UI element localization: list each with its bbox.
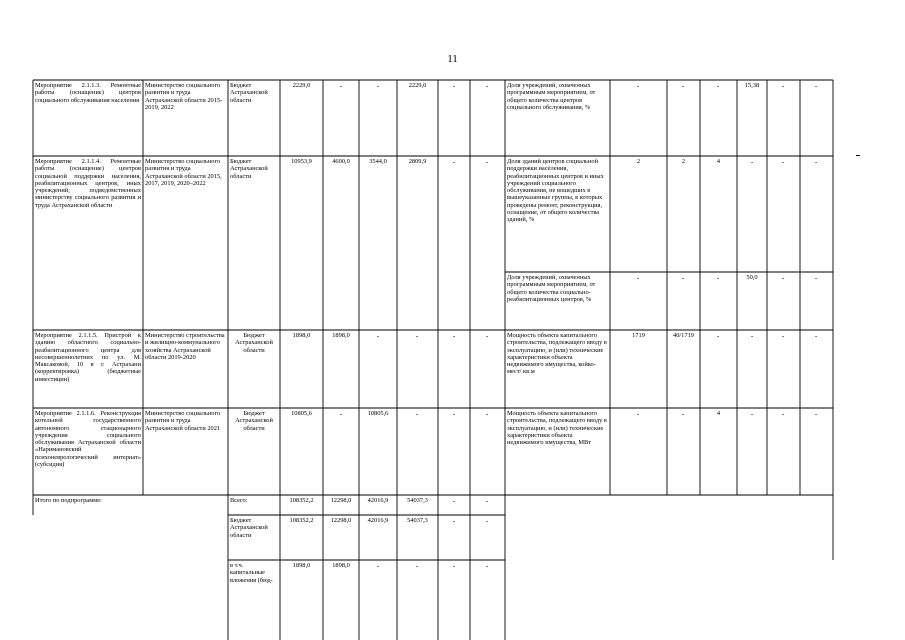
dash: -	[681, 82, 685, 90]
year-value-cell: 1898,0	[332, 332, 350, 339]
dash: -	[415, 332, 419, 340]
total-cell: 2229,0	[292, 82, 311, 89]
indicator-value-cell: 2	[681, 158, 686, 165]
indicator-value-cell: 50,0	[746, 274, 758, 281]
dash: -	[814, 82, 818, 90]
year-value-cell: 42016,9	[367, 517, 389, 524]
year-value-cell: 3544,0	[369, 158, 387, 165]
source-cell: Бюджет Астраханской области	[230, 82, 268, 104]
indicator-cell: Доля зданий центров социальной поддержки населения, реабилитационных центров и иных учреждений социального обслуживания, не вошедших в вышеуказанные группы, в которых проведены ремонт, реконструкция, оснащение, от общего количества зданий, %	[507, 158, 604, 224]
total-cell: 108352,2	[289, 517, 314, 524]
dash: -	[485, 158, 489, 166]
year-value-cell: 1898,0	[332, 562, 350, 569]
dash: -	[415, 410, 419, 418]
source-cell: Бюджет Астраханской области	[230, 158, 268, 180]
dash: -	[716, 82, 720, 90]
year-value-cell: 2809,9	[408, 158, 427, 165]
year-value-cell: 54037,3	[407, 497, 428, 504]
dash: -	[485, 517, 489, 525]
dash: -	[781, 274, 785, 282]
dash: -	[415, 562, 419, 570]
year-value-cell: 4600,0	[332, 158, 350, 165]
indicator-cell: Мощность объекта капитального строительства, подлежащего вводу в эксплуатацию, и (или) технические характеристики объекта недвижимого имущества, МВт	[507, 410, 607, 447]
indicator-cell: Мощность объекта капитального строительства, подлежащего вводу в эксплуатацию, и (или) технические характеристики объекта недвижимого имущества, койко-мест/ кв.м	[507, 332, 607, 376]
dash: -	[681, 410, 685, 418]
dash: -	[750, 332, 754, 340]
dash: -	[750, 410, 754, 418]
event-cell: Мероприятие 2.1.1.4. Ремонтные работы (оснащение) центров социальной поддержки населения, реабилитационных центров, иных учреждений, подведомственных министерству социального развития и труда Астраханской области	[35, 158, 141, 209]
year-value-cell: 10805,6	[367, 410, 389, 417]
source-cell: Бюджет Астраханской области	[235, 332, 273, 354]
year-value-cell: 42016,9	[367, 497, 389, 504]
indicator-cell: Доля учреждений, охваченных программным мероприятием, от общего количества социально-реабилитационных центров, %	[507, 274, 596, 303]
dash: -	[716, 332, 720, 340]
dash: -	[814, 274, 818, 282]
executor-cell: Министерство социального развития и труда Астраханской области 2015, 2017, 2019, 2020–2022	[145, 158, 222, 187]
source-cell: Бюджет Астраханской области	[230, 517, 268, 539]
year-value-cell: 12298,0	[330, 517, 352, 524]
stray-mark	[856, 155, 860, 156]
dash: -	[339, 82, 343, 90]
dash: -	[485, 410, 489, 418]
executor-cell: Министерство строительства и жилищно-коммунального хозяйства Астраханской области 2019-2020	[145, 332, 225, 361]
total-cell: 1898,0	[292, 562, 311, 569]
indicator-value-cell: 4	[716, 158, 721, 165]
indicator-value-cell: 15,38	[744, 82, 760, 89]
total-cell: 10953,9	[291, 158, 312, 165]
year-value-cell: 12298,0	[330, 497, 352, 504]
total-cell: 1898,0	[292, 332, 311, 339]
dash: -	[452, 410, 456, 418]
source-cell: в т.ч. капитальные вложения (бюд-	[230, 562, 273, 584]
executor-cell: Министерство социального развития и труда Астраханской области 2015-2019, 2022	[145, 82, 223, 111]
dash: -	[452, 82, 456, 90]
total-cell: 108352,2	[289, 497, 314, 504]
total-cell: 10805,6	[291, 410, 312, 417]
dash: -	[814, 158, 818, 166]
dash: -	[636, 274, 640, 282]
dash: -	[781, 410, 785, 418]
executor-cell: Министерство социального развития и труда Астраханской области 2021	[145, 410, 221, 432]
dash: -	[485, 562, 489, 570]
dash: -	[750, 158, 754, 166]
indicator-value-cell: 40/1719	[673, 332, 694, 339]
dash: -	[814, 410, 818, 418]
dash: -	[452, 562, 456, 570]
indicator-value-cell: 2	[636, 158, 641, 165]
indicator-cell: Доля учреждений, охваченных программным мероприятием, от общего количества центров социального обслуживания, %	[507, 82, 596, 111]
dash: -	[452, 158, 456, 166]
dash: -	[636, 410, 640, 418]
dash: -	[781, 332, 785, 340]
event-cell: Мероприятие 2.1.1.6. Реконструкция котельной государственного автономного стационарного учреждения социального обслуживания Астраханской области «Наримановский психоневрологический интернат» (субсидия)	[35, 410, 141, 469]
page-number: 11	[447, 53, 458, 65]
dash: -	[781, 158, 785, 166]
dash: -	[485, 82, 489, 90]
dash: -	[452, 332, 456, 340]
dash: -	[485, 497, 489, 505]
dash: -	[485, 332, 489, 340]
dash: -	[781, 82, 785, 90]
dash: -	[376, 332, 380, 340]
year-value-cell: 54037,3	[407, 517, 428, 524]
year-value-cell: 2229,0	[408, 82, 427, 89]
dash: -	[452, 517, 456, 525]
indicator-value-cell: 4	[716, 410, 721, 417]
dash: -	[376, 82, 380, 90]
dash: -	[681, 274, 685, 282]
dash: -	[636, 82, 640, 90]
dash: -	[339, 410, 343, 418]
subtotal-label: Итого по подпрограмме:	[35, 497, 102, 504]
dash: -	[814, 332, 818, 340]
source-cell: Бюджет Астраханской области	[235, 410, 273, 432]
dash: -	[376, 562, 380, 570]
source-cell: Всего:	[230, 497, 248, 504]
event-cell: Мероприятие 2.1.1.3. Ремонтные работы (оснащение) центров социального обслуживания населения	[35, 82, 141, 104]
dash: -	[716, 274, 720, 282]
event-cell: Мероприятие 2.1.1.5. Пристрой к зданию областного социально-реабилитационного центра для несовершеннолетних по ул. М. Максаковой, 10 в г. Астрахани (корректировка) (бюджетные инвестиции)	[35, 332, 141, 383]
indicator-value-cell: 1719	[632, 332, 645, 339]
dash: -	[452, 497, 456, 505]
